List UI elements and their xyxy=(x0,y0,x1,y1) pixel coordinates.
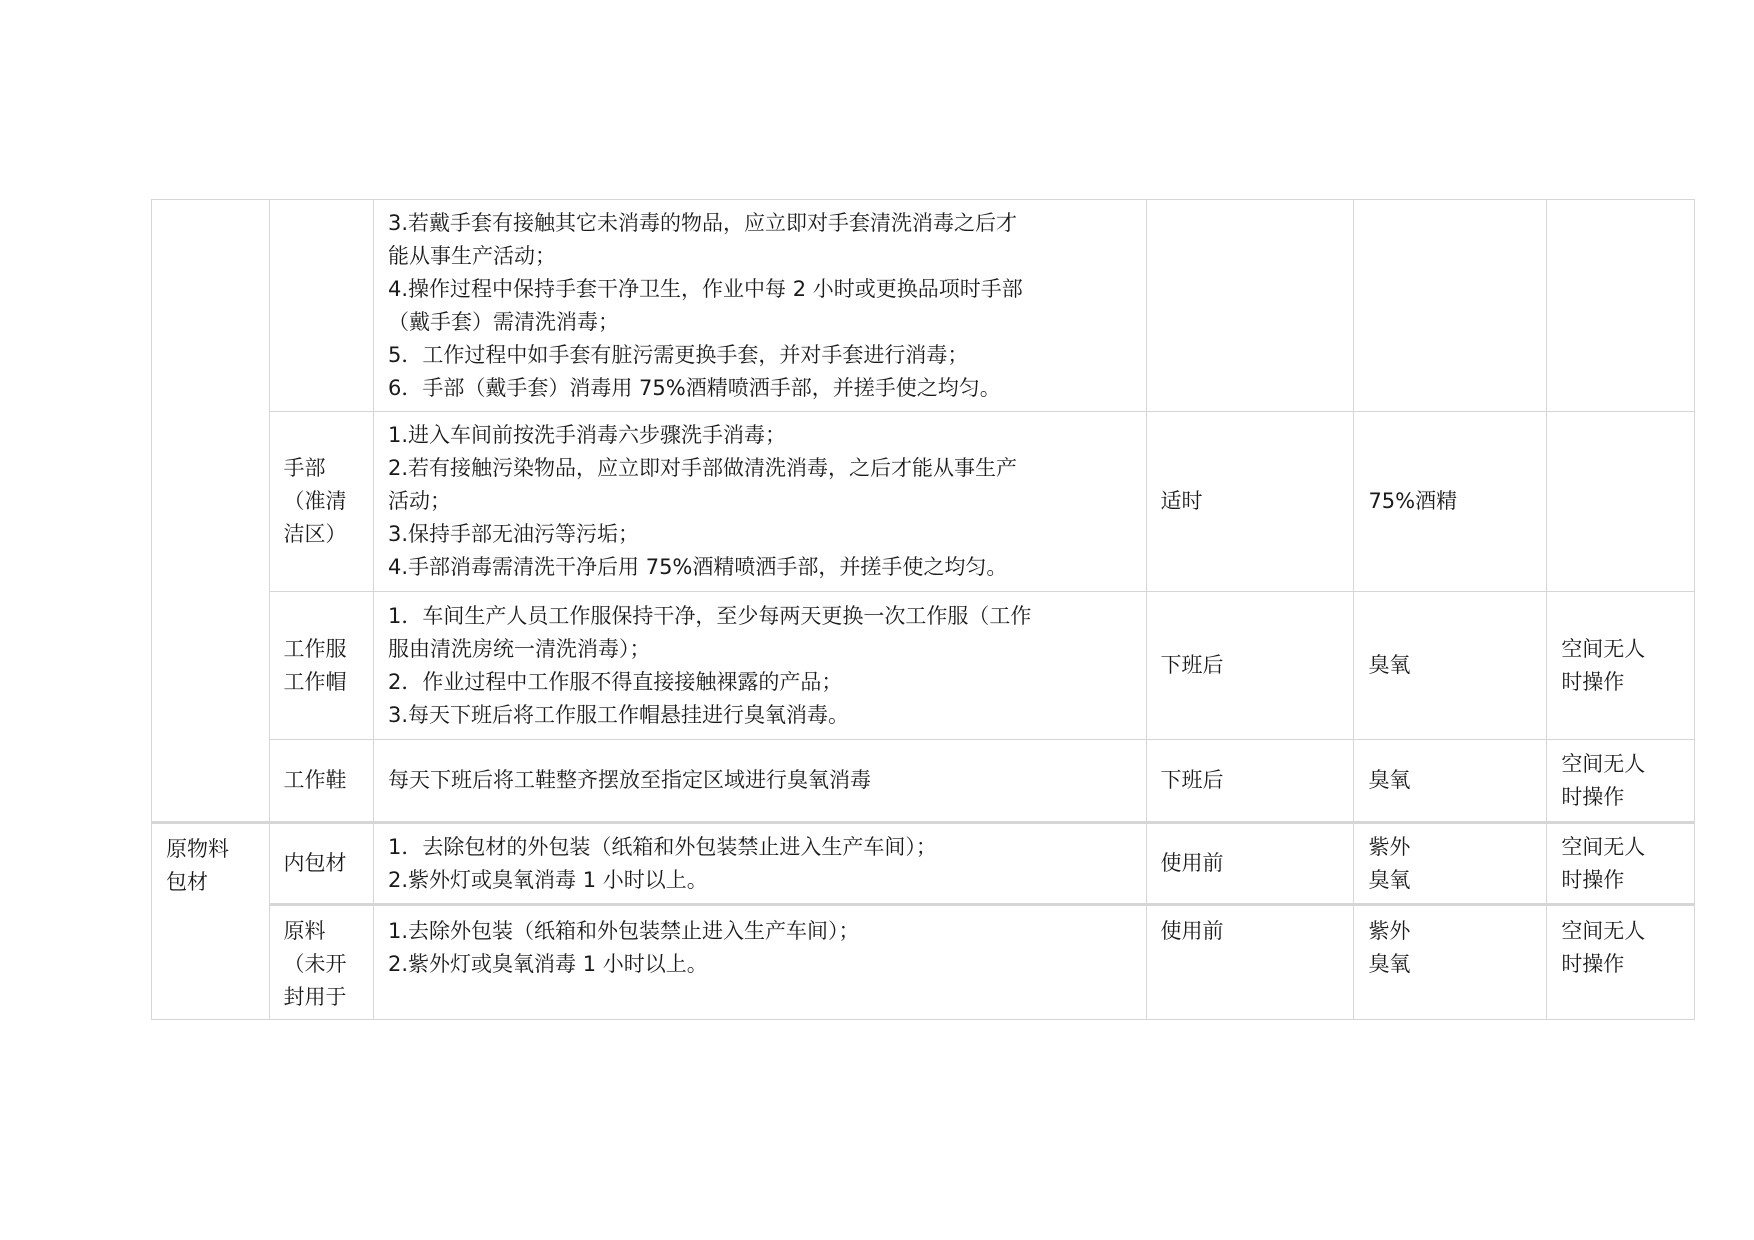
note-cell xyxy=(1547,412,1695,592)
requirements-cell: 每天下班后将工鞋整齐摆放至指定区域进行臭氧消毒 xyxy=(374,740,1147,823)
item-cell xyxy=(269,200,373,412)
item-cell: 手部 （准清 洁区） xyxy=(269,412,373,592)
note-cell: 空间无人 时操作 xyxy=(1547,823,1695,905)
note-cell: 空间无人 时操作 xyxy=(1547,740,1695,823)
table-row xyxy=(152,592,1695,740)
note-cell: 空间无人 时操作 xyxy=(1547,905,1695,1020)
frequency-cell: 使用前 xyxy=(1146,823,1354,905)
item-cell: 工作鞋 xyxy=(269,740,373,823)
note-cell xyxy=(1547,200,1695,412)
requirements-cell: 1．去除包材的外包装（纸箱和外包装禁止进入生产车间）； 2.紫外灯或臭氧消毒 1 小时以上。 xyxy=(374,823,1147,905)
requirements-cell: 3.若戴手套有接触其它未消毒的物品，应立即对手套清洗消毒之后才 能从事生产活动； 4.操作过程中保持手套干净卫生，作业中每 2 小时或更换品项时手部 （戴手套）需清洗消毒； 5．工作过程中如手套有脏污需更换手套，并对手套进行消毒； 6．手部（戴手套）消毒用 75%酒精喷洒手部，并搓手使之均匀。 xyxy=(374,200,1147,412)
item-cell: 工作服 工作帽 xyxy=(269,592,373,740)
requirements-cell: 1．车间生产人员工作服保持干净，至少每两天更换一次工作服（工作 服由清洗房统一清洗消毒）； 2．作业过程中工作服不得直接接触裸露的产品； 3.每天下班后将工作服工作帽悬挂进行臭氧消毒。 xyxy=(374,592,1147,740)
requirements-cell: 1.去除外包装（纸箱和外包装禁止进入生产车间）； 2.紫外灯或臭氧消毒 1 小时以上。 xyxy=(374,905,1147,1020)
method-cell: 紫外 臭氧 xyxy=(1354,823,1547,905)
table-row xyxy=(152,200,1695,412)
table-row xyxy=(152,740,1695,823)
requirements-cell: 1.进入车间前按洗手消毒六步骤洗手消毒； 2.若有接触污染物品，应立即对手部做清洗消毒，之后才能从事生产 活动； 3.保持手部无油污等污垢； 4.手部消毒需清洗干净后用 75%酒精喷洒手部，并搓手使之均匀。 xyxy=(374,412,1147,592)
method-cell: 紫外 臭氧 xyxy=(1354,905,1547,1020)
item-cell: 内包材 xyxy=(269,823,373,905)
table-row xyxy=(152,823,1695,905)
item-cell: 原料 （未开 封用于 xyxy=(269,905,373,1020)
frequency-cell: 适时 xyxy=(1146,412,1354,592)
frequency-cell xyxy=(1146,200,1354,412)
method-cell: 臭氧 xyxy=(1354,592,1547,740)
note-cell: 空间无人 时操作 xyxy=(1547,592,1695,740)
frequency-cell: 使用前 xyxy=(1146,905,1354,1020)
method-cell: 75%酒精 xyxy=(1354,412,1547,592)
table-row xyxy=(152,412,1695,592)
table-row xyxy=(152,905,1695,1020)
category-cell-materials: 原物料 包材 xyxy=(152,823,270,1020)
method-cell: 臭氧 xyxy=(1354,740,1547,823)
disinfection-table xyxy=(151,199,1695,1020)
frequency-cell: 下班后 xyxy=(1146,740,1354,823)
frequency-cell: 下班后 xyxy=(1146,592,1354,740)
category-cell-personnel xyxy=(152,200,270,823)
method-cell xyxy=(1354,200,1547,412)
